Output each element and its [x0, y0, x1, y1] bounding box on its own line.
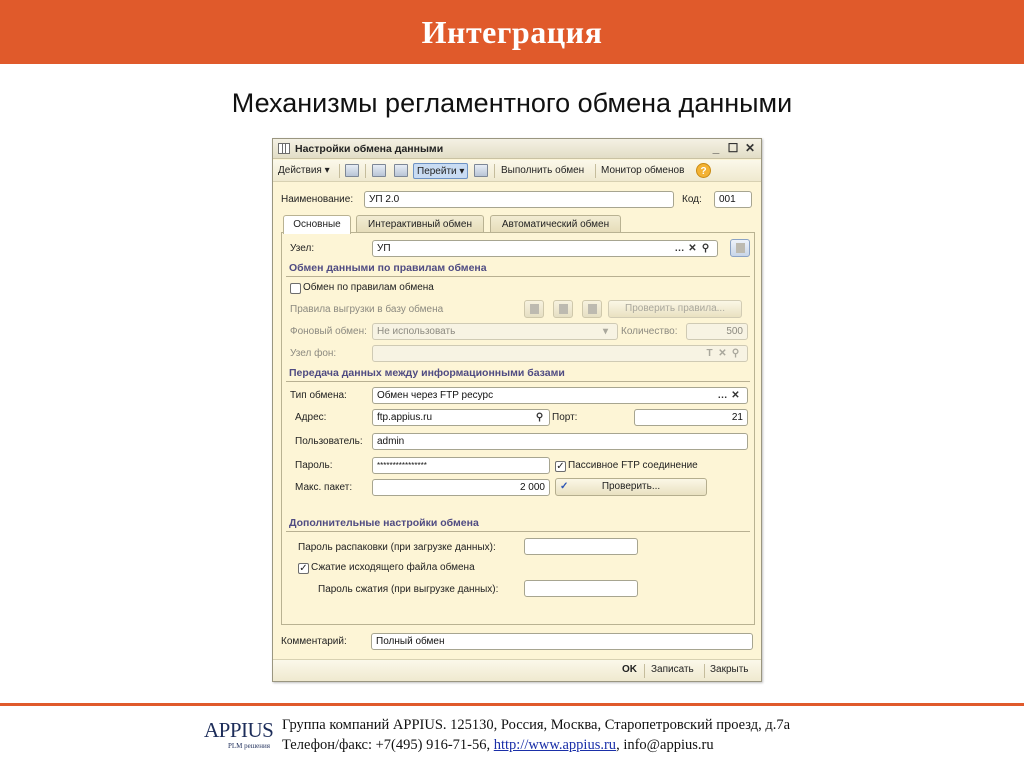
window-title: Настройки обмена данными: [295, 143, 444, 155]
tab-panel-main: [281, 232, 755, 625]
node-field[interactable]: [372, 240, 718, 257]
table-icon: [278, 143, 290, 154]
toolbar-separator: [365, 164, 366, 178]
passive-ftp-checkbox[interactable]: ✓: [556, 461, 565, 472]
bg-exchange-select[interactable]: [372, 323, 618, 340]
search-icon[interactable]: ⚲: [731, 348, 740, 359]
minimize-icon[interactable]: _: [712, 141, 720, 155]
maximize-icon[interactable]: ☐: [727, 141, 739, 155]
address-value: ftp.appius.ru: [377, 412, 433, 423]
exchange-type-label: Тип обмена:: [290, 390, 347, 401]
section-divider: [286, 381, 750, 382]
check-connection-button[interactable]: [555, 478, 707, 496]
name-label: Наименование:: [281, 194, 354, 205]
add-icon[interactable]: [345, 164, 359, 177]
unpack-password-field[interactable]: [524, 538, 638, 555]
clear-icon[interactable]: ✕: [718, 348, 727, 359]
company-logo: [204, 718, 274, 752]
ok-button[interactable]: OK: [622, 664, 637, 675]
window-titlebar: [273, 139, 761, 159]
slide-subtitle: Механизмы регламентного обмена данными: [231, 88, 793, 118]
exchange-settings-window: [272, 138, 762, 682]
help-icon[interactable]: ?: [696, 163, 711, 178]
port-label: Порт:: [552, 412, 578, 423]
table-icon[interactable]: [474, 164, 488, 177]
footer-email: , info@appius.ru: [616, 737, 714, 753]
address-label: Адрес:: [295, 412, 327, 423]
slide-header-title: Интеграция: [421, 13, 603, 50]
save-rules-icon[interactable]: [553, 300, 573, 318]
footer-contacts: [282, 715, 790, 755]
toolbar-separator: [644, 664, 645, 678]
exchange-type-value: Обмен через FTP ресурс: [377, 390, 494, 401]
footer-divider: [0, 703, 1024, 706]
user-field[interactable]: admin: [372, 433, 748, 450]
clear-icon[interactable]: ✕: [688, 243, 697, 254]
actions-menu[interactable]: Действия ▾: [278, 165, 330, 176]
check-icon: ✓: [560, 481, 569, 492]
toolbar: [273, 160, 761, 182]
compress-checkbox-label: Сжатие исходящего файла обмена: [311, 562, 475, 573]
bottom-bar: [273, 659, 761, 681]
bg-node-field[interactable]: [372, 345, 748, 362]
rules-checkbox-label: Обмен по правилам обмена: [303, 282, 434, 293]
unpack-password-label: Пароль распаковки (при загрузке данных):: [298, 542, 496, 553]
info-rules-icon[interactable]: [582, 300, 602, 318]
bg-exchange-label: Фоновый обмен:: [290, 326, 367, 337]
ellipsis-icon[interactable]: …: [717, 390, 728, 401]
rules-checkbox[interactable]: [290, 283, 301, 294]
website-link[interactable]: http://www.appius.ru: [493, 737, 617, 753]
max-packet-field[interactable]: 2 000: [372, 479, 550, 496]
close-button[interactable]: Закрыть: [710, 664, 749, 675]
section-additional-title: Дополнительные настройки обмена: [289, 517, 479, 529]
max-packet-label: Макс. пакет:: [295, 482, 353, 493]
footer-phone-line: [282, 735, 790, 755]
search-icon[interactable]: ⚲: [535, 412, 544, 423]
comment-field[interactable]: Полный обмен: [371, 633, 753, 650]
monitor-button[interactable]: Монитор обменов: [601, 165, 685, 176]
tab-bar: [281, 215, 755, 233]
exchange-node-icon[interactable]: [730, 239, 750, 257]
logo-text: APPIUS: [204, 718, 274, 742]
passive-ftp-label: Пассивное FTP соединение: [568, 460, 698, 471]
search-icon[interactable]: ⚲: [701, 243, 710, 254]
text-icon[interactable]: T: [706, 348, 713, 359]
name-field[interactable]: УП 2.0: [364, 191, 674, 208]
port-field[interactable]: 21: [634, 409, 748, 426]
footer-address: Группа компаний APPIUS. 125130, Россия, Москва, Старопетровский проезд, д.7а: [282, 717, 791, 733]
code-label: Код:: [682, 194, 702, 205]
save-button[interactable]: Записать: [651, 664, 694, 675]
exchange-type-field[interactable]: [372, 387, 748, 404]
count-label: Количество:: [621, 326, 678, 337]
count-field[interactable]: 500: [686, 323, 748, 340]
bg-node-label: Узел фон:: [290, 348, 337, 359]
section-transfer-title: Передача данных между информационными базами: [289, 367, 565, 379]
refresh-icon[interactable]: [394, 164, 408, 177]
toolbar-separator: [494, 164, 495, 178]
goto-menu[interactable]: Перейти ▾: [413, 163, 468, 179]
password-label: Пароль:: [295, 460, 333, 471]
node-value: УП: [377, 243, 391, 254]
check-button-label: Проверить...: [601, 481, 661, 492]
node-label: Узел:: [290, 243, 315, 254]
section-rules-title: Обмен данными по правилам обмена: [289, 262, 487, 274]
open-rules-icon[interactable]: [524, 300, 544, 318]
close-icon[interactable]: ✕: [744, 141, 756, 155]
clear-icon[interactable]: ✕: [731, 390, 740, 401]
chevron-down-icon[interactable]: ▾: [602, 326, 609, 337]
toolbar-separator: [595, 164, 596, 178]
toolbar-separator: [704, 664, 705, 678]
user-label: Пользователь:: [295, 436, 363, 447]
compress-password-label: Пароль сжатия (при выгрузке данных):: [318, 584, 499, 595]
slide-header: [0, 0, 1024, 64]
address-field[interactable]: [372, 409, 550, 426]
code-field[interactable]: 001: [714, 191, 752, 208]
password-field[interactable]: ****************: [372, 457, 550, 474]
tab-interactive[interactable]: Интерактивный обмен: [356, 215, 484, 233]
check-rules-button[interactable]: Проверить правила...: [608, 300, 742, 318]
tab-automatic[interactable]: Автоматический обмен: [490, 215, 621, 233]
section-divider: [286, 531, 750, 532]
footer-phone: Телефон/факс: +7(495) 916-71-56,: [282, 737, 494, 753]
edit-icon[interactable]: [372, 164, 386, 177]
section-divider: [286, 276, 750, 277]
rules-upload-label: Правила выгрузки в базу обмена: [290, 304, 444, 315]
logo-subtitle: PLM решения: [228, 742, 270, 750]
compress-checkbox[interactable]: ✓: [299, 563, 308, 574]
toolbar-separator: [339, 164, 340, 178]
run-exchange-button[interactable]: Выполнить обмен: [501, 165, 585, 176]
ellipsis-icon[interactable]: …: [674, 243, 685, 254]
tab-main[interactable]: Основные: [283, 215, 351, 234]
comment-label: Комментарий:: [281, 636, 347, 647]
compress-password-field[interactable]: [524, 580, 638, 597]
bg-exchange-value: Не использовать: [377, 326, 456, 337]
